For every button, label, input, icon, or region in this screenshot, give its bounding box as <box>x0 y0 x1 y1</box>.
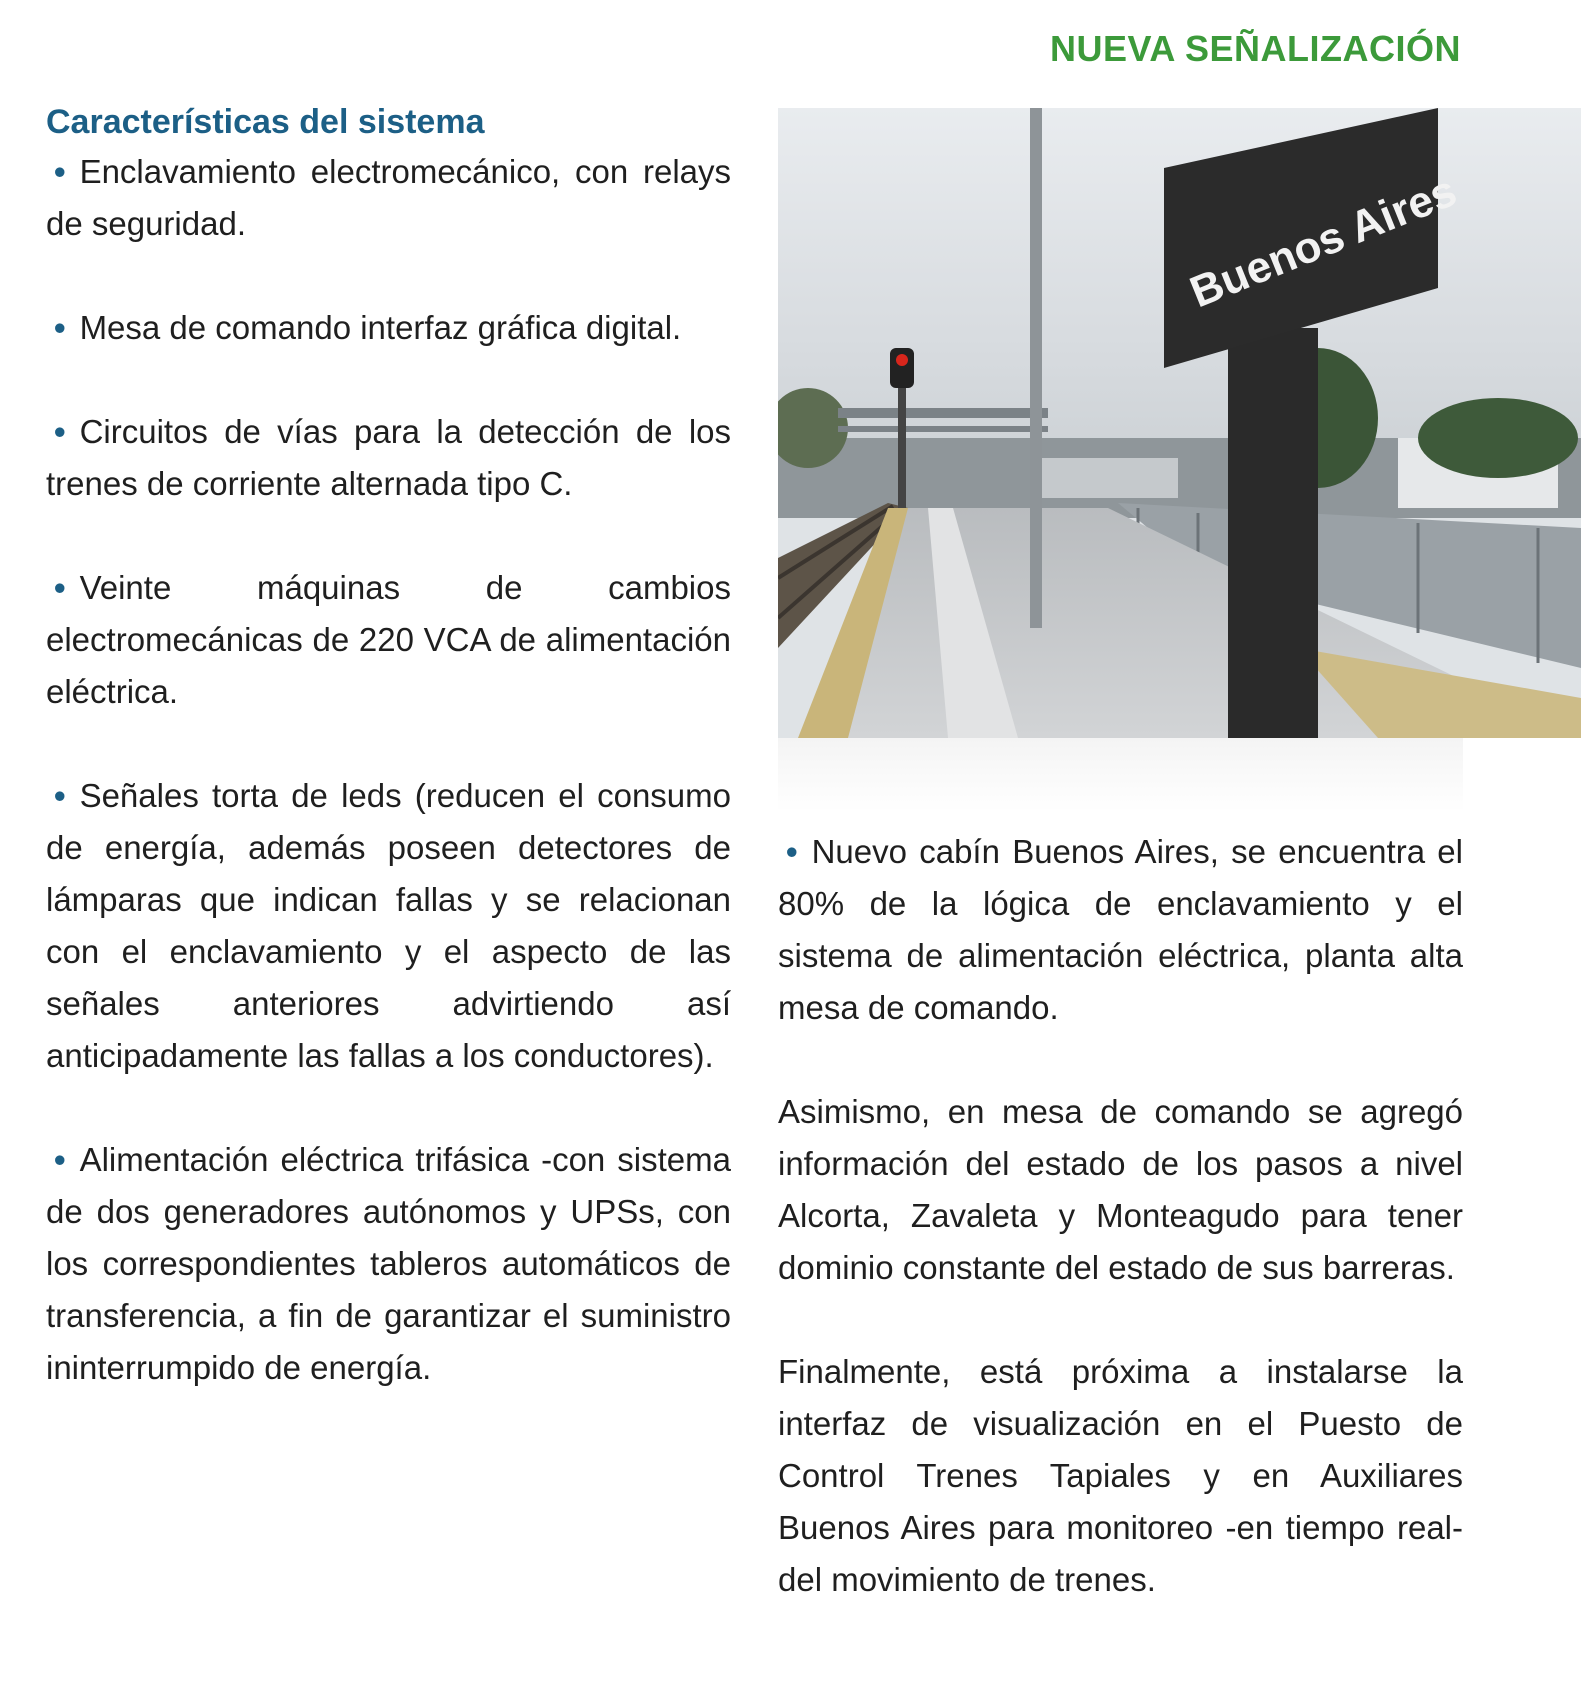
cabin-text: Nuevo cabín Buenos Aires, se encuentra el 80% de la lógica de enclavamiento y el sistema de alimentación eléctrica, planta alta mesa de comando. <box>778 833 1463 1026</box>
feature-text: Mesa de comando interfaz gráfica digital. <box>79 309 682 346</box>
feature-text: Alimentación eléctrica trifásica -con sistema de dos generadores autónomos y UPSs, con los correspondientes tableros automáticos de transferencia, a fin de garantizar el suministro ininterrumpido de energía. <box>46 1141 731 1386</box>
section-title: NUEVA SEÑALIZACIÓN <box>1049 28 1461 69</box>
bullet-icon: • <box>54 569 66 606</box>
paragraph: Asimismo, en mesa de comando se agregó información del estado de los pasos a nivel Alcorta, Zavaleta y Monteagudo para tener dominio constante del estado de sus barreras. <box>778 1093 1463 1286</box>
bullet-icon: • <box>54 413 66 450</box>
feature-item <box>46 146 731 250</box>
right-column <box>778 826 1463 1658</box>
bullet-icon: • <box>54 153 66 190</box>
feature-item <box>46 302 731 354</box>
cabin-item <box>778 826 1463 1034</box>
bullet-icon: • <box>54 1141 66 1178</box>
feature-item <box>46 562 731 718</box>
feature-text: Circuitos de vías para la detección de los trenes de corriente alternada tipo C. <box>46 413 731 502</box>
bullet-icon: • <box>786 833 798 870</box>
feature-text: Enclavamiento electromecánico, con relays de seguridad. <box>46 153 731 242</box>
paragraph: Finalmente, está próxima a instalarse la interfaz de visualización en el Puesto de Control Trenes Tapiales y en Auxiliares Buenos Aires para monitoreo -en tiempo real- del movimiento de trenes. <box>778 1353 1463 1598</box>
left-column <box>46 100 731 1446</box>
feature-item <box>46 770 731 1082</box>
bullet-icon: • <box>54 309 66 346</box>
bullet-icon: • <box>54 777 66 814</box>
photo-caption-band <box>778 738 1463 812</box>
feature-item <box>46 406 731 510</box>
feature-text: Veinte máquinas de cambios electromecánicas de 220 VCA de alimentación eléctrica. <box>46 569 731 710</box>
feature-text: Señales torta de leds (reducen el consumo de energía, además poseen detectores de lámparas que indican fallas y se relacionan con el enclavamiento y el aspecto de las señales anteriores advirtiendo así anticipadamente las fallas a los conductores). <box>46 777 731 1074</box>
station-sign-text: Buenos Aires <box>1183 166 1464 318</box>
features-heading: Características del sistema <box>46 103 485 141</box>
feature-item <box>46 1134 731 1394</box>
station-photo <box>778 108 1581 738</box>
